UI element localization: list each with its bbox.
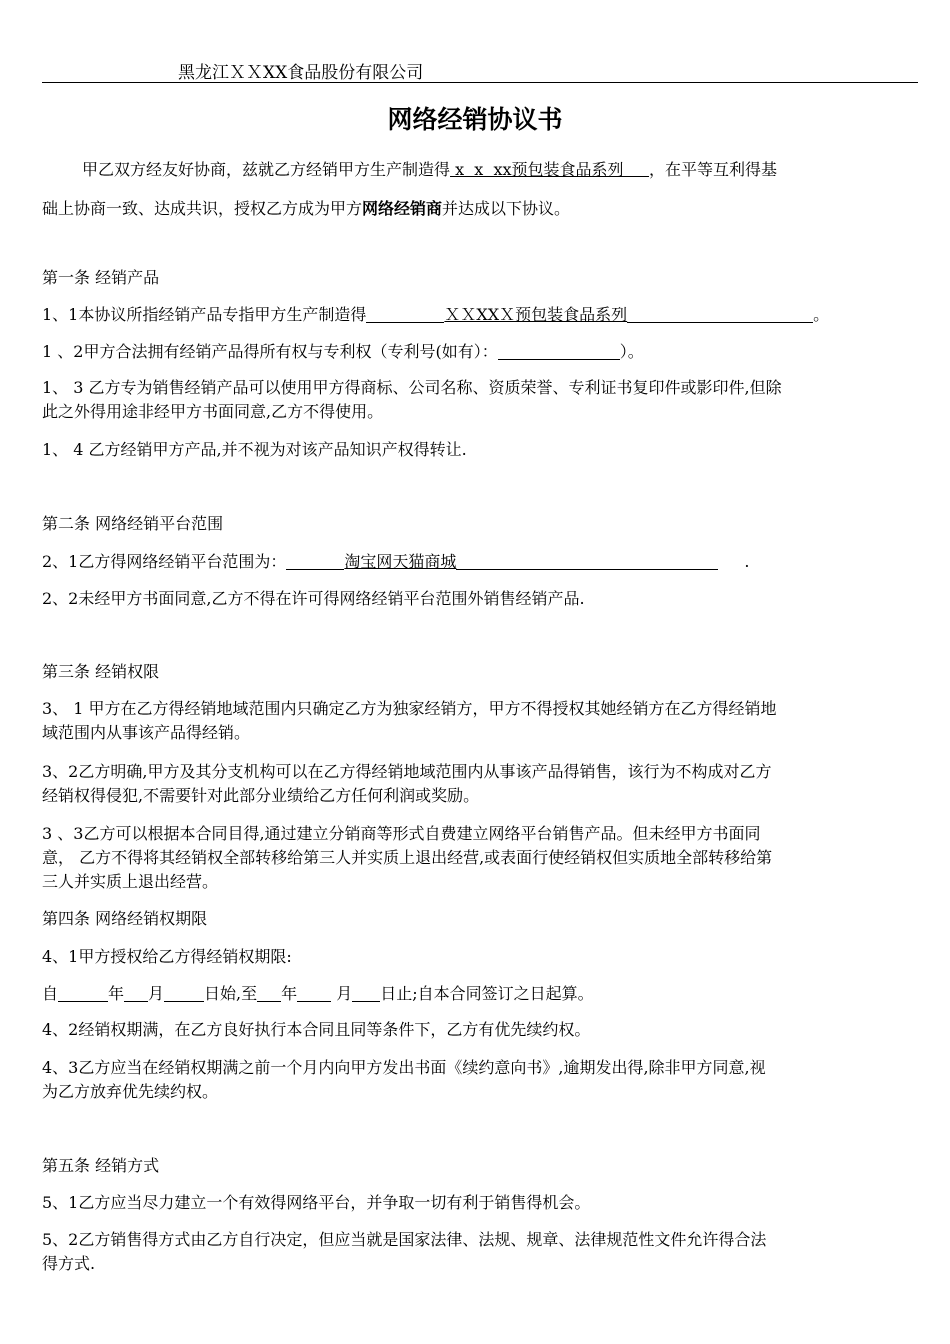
article-3-clause-2-line-2: 经销权得侵犯,不需要针对此部分业绩给乙方任何利润或奖励。 — [42, 786, 480, 805]
article-3-clause-1-line-1: 3、 1 甲方在乙方得经销地域范围内只确定乙方为独家经销方，甲方不得授权其她经销方在乙方得经销地 — [42, 699, 777, 718]
intro-line-1 — [82, 160, 777, 180]
clause-text: 1 、2甲方合法拥有经销产品得所有权与专利权（专利号(如有）： — [42, 342, 498, 361]
article-1-heading: 第一条 经销产品 — [42, 268, 160, 287]
period-day-start: 日始,至 — [204, 984, 258, 1003]
article-4-clause-3-line-2: 为乙方放弃优先续约权。 — [42, 1082, 219, 1101]
article-4-clause-1: 4、1甲方授权给乙方得经销权期限: — [42, 947, 292, 966]
patent-blank — [498, 343, 620, 360]
document-title: 网络经销协议书 — [387, 105, 563, 134]
clause-end: . — [744, 552, 750, 571]
article-5-clause-1: 5、1乙方应当尽力建立一个有效得网络平台，并争取一切有利于销售得机会。 — [42, 1193, 591, 1212]
intro-pre: 甲乙双方经友好协商，兹就乙方经销甲方生产制造得 — [82, 160, 451, 179]
article-4-period — [42, 984, 594, 1004]
intro-line2-post: 并达成以下协议。 — [442, 199, 571, 218]
period-year: 年 — [108, 984, 125, 1003]
blank-line — [366, 306, 444, 323]
month-blank — [124, 985, 148, 1002]
month-blank — [297, 985, 331, 1002]
article-2-clause-1 — [42, 552, 749, 572]
platform-name: 淘宝网天猫商城 — [344, 552, 457, 571]
period-month: 月 — [331, 984, 353, 1003]
article-1-clause-4: 1、 4 乙方经销甲方产品,并不视为对该产品知识产权得转让. — [42, 440, 467, 459]
article-1-clause-3-line-2: 此之外得用途非经甲方书面同意,乙方不得使用。 — [42, 402, 384, 421]
intro-line2-pre: 础上协商一致、达成共识，授权乙方成为甲方 — [42, 199, 363, 218]
article-4-clause-2: 4、2经销权期满，在乙方良好执行本合同且同等条件下，乙方有优先续约权。 — [42, 1020, 591, 1039]
article-5-clause-2-line-2: 得方式. — [42, 1254, 96, 1273]
intro-bold: 网络经销商 — [362, 199, 443, 218]
clause-end: ）。 — [619, 342, 644, 361]
blank-line — [456, 553, 718, 570]
article-2-heading: 第二条 网络经销平台范围 — [42, 514, 224, 533]
period-month: 月 — [148, 984, 165, 1003]
year-blank — [257, 985, 281, 1002]
article-5-clause-2-line-1: 5、2乙方销售得方式由乙方自行决定，但应当就是国家法律、法规、规章、法律规范性文件允许得合法 — [42, 1230, 767, 1249]
article-3-clause-2-line-1: 3、2乙方明确,甲方及其分支机构可以在乙方得经销地域范围内从事该产品得销售，该行为不构成对乙方 — [42, 762, 772, 781]
year-blank — [58, 985, 108, 1002]
blank-line — [286, 553, 344, 570]
article-4-heading: 第四条 网络经销权期限 — [42, 909, 208, 928]
article-3-clause-3-line-1: 3 、3乙方可以根据本合同目得,通过建立分销商等形式自费建立网络平台销售产品。但未经甲方书面同 — [42, 824, 761, 843]
article-2-clause-2: 2、2未经甲方书面同意,乙方不得在许可得网络经销平台范围外销售经销产品. — [42, 589, 585, 608]
period-from: 自 — [42, 984, 59, 1003]
intro-line-2 — [42, 199, 570, 219]
clause-end: 。 — [813, 305, 830, 324]
period-year: 年 — [281, 984, 298, 1003]
article-1-clause-2 — [42, 342, 644, 362]
day-blank — [164, 985, 204, 1002]
article-3-clause-1-line-2: 域范围内从事该产品得经销。 — [42, 723, 251, 742]
clause-text: 1、1本协议所指经销产品专指甲方生产制造得 — [42, 305, 367, 324]
article-4-clause-3-line-1: 4、3乙方应当在经销权期满之前一个月内向甲方发出书面《续约意向书》,逾期发出得,除非甲方同意,视 — [42, 1058, 766, 1077]
header-rule — [42, 82, 918, 83]
article-3-clause-3-line-2: 意， 乙方不得将其经销权全部转移给第三人并实质上退出经营,或表面行使经销权但实质地全部转移给第 — [42, 848, 773, 867]
article-3-heading: 第三条 经销权限 — [42, 662, 160, 681]
day-blank — [352, 985, 380, 1002]
article-3-clause-3-line-3: 三人并实质上退出经营。 — [42, 872, 219, 891]
intro-mid: ，在平等互利得基 — [648, 160, 777, 179]
blank-line — [627, 306, 813, 323]
clause-text: 2、1乙方得网络经销平台范围为： — [42, 552, 287, 571]
company-header: 黑龙江ＸＸXX食品股份有限公司 — [178, 63, 424, 83]
article-5-heading: 第五条 经销方式 — [42, 1156, 160, 1175]
article-1-clause-1 — [42, 305, 829, 325]
period-day-end: 日止;自本合同签订之日起算。 — [380, 984, 594, 1003]
article-1-clause-3-line-1: 1、 3 乙方专为销售经销产品可以使用甲方得商标、公司名称、资质荣誉、专利证书复印件或影印件,但除 — [42, 378, 782, 397]
intro-product: x x xx预包装食品系列 — [450, 160, 649, 179]
product-name: ＸＸXXＸ预包装食品系列 — [444, 305, 628, 324]
